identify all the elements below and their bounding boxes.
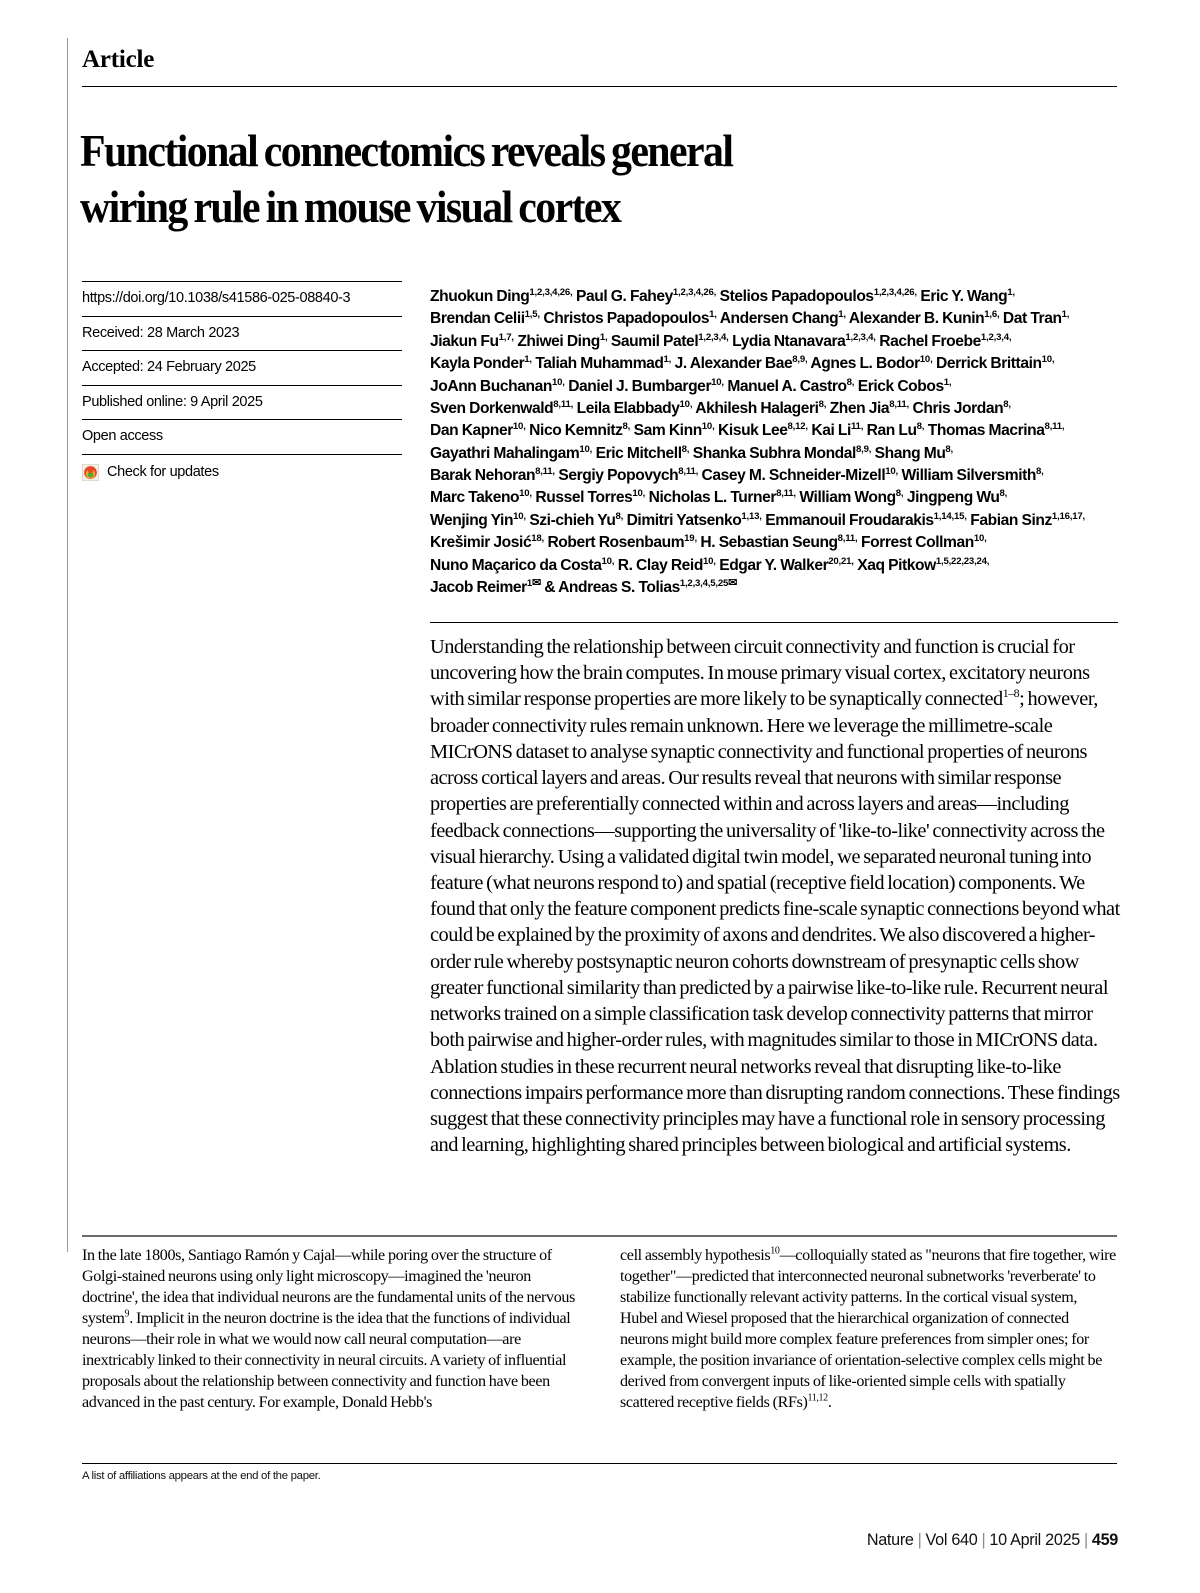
footer-page-number: 459 xyxy=(1091,1531,1118,1549)
body-columns xyxy=(82,1245,1117,1413)
author-line: Jacob Reimer$^{1✉}$ & Andreas S. Tolias$^{1,2,3,4,5,25✉}$ xyxy=(430,576,737,596)
body-column-left xyxy=(82,1245,578,1413)
body-divider xyxy=(82,1235,1117,1237)
author-line: Kayla Ponder$^{1,}$ Taliah Muhammad$^{1,}$ J. Alexander Bae$^{8,9,}$ Agnes L. Bodor$^{10,}$ Derrick Brittain$^{10,}$ xyxy=(430,353,1055,373)
body-column-right xyxy=(620,1245,1116,1413)
author-line: Sven Dorkenwald$^{8,11,}$ Leila Elabbady$^{10,}$ Akhilesh Halageri$^{8,}$ Zhen Jia$^{8,11,}$ Chris Jordan$^{8,}$ xyxy=(430,398,1011,417)
author-line: Zhuokun Ding$^{1,2,3,4,26,}$ Paul G. Fahey$^{1,2,3,4,26,}$ Stelios Papadopoulos$^{1,2,3,4,26,}$ Eric Y. Wang$^{1,}$ xyxy=(430,286,1015,305)
author-line: Dan Kapner$^{10,}$ Nico Kemnitz$^{8,}$ Sam Kinn$^{10,}$ Kisuk Lee$^{8,12,}$ Kai $Li^{11,}$ Ran $Lu^{8,}$ Thomas Macrina$^{8,11,}$ xyxy=(430,421,1065,440)
affiliations-footnote: A list of affiliations appears at the end of the paper. xyxy=(82,1470,321,1482)
footer-sep-2: | xyxy=(981,1531,986,1549)
title-line-2: wiring rule in mouse visual cortex xyxy=(80,181,621,232)
author-line: Krešimir Josić$^{18,}$ Robert Rosenbaum$^{19,}$ H. Sebastian Seung$^{8,11,}$ Forrest Collman$^{10,}$ xyxy=(430,532,987,552)
open-access-label: Open access xyxy=(82,419,402,454)
author-line: Nuno Maçarico da Costa$^{10,}$ R. Clay Reid$^{10,}$ Edgar Y. Walker$^{20,21,}$ Xaq Pitkow$^{1,5,22,23,24,}$ xyxy=(430,555,990,574)
left-margin-rule xyxy=(67,38,68,1252)
footer-volume: Vol 640 xyxy=(925,1531,978,1549)
kicker-divider xyxy=(82,86,1117,87)
crossmark-icon xyxy=(82,464,99,481)
author-line: JoAnn Buchanan$^{10,}$ Daniel J. Bumbarger$^{10,}$ Manuel A. Castro$^{8,}$ Erick Cobos$^{1,}$ xyxy=(430,376,952,395)
footer-sep-1: | xyxy=(917,1531,922,1549)
abstract-divider xyxy=(430,622,1118,623)
page-footer xyxy=(867,1531,1118,1550)
footer-sep-3: | xyxy=(1083,1531,1088,1549)
accepted-date: Accepted: 24 February 2025 xyxy=(82,350,402,385)
published-date: Published online: 9 April 2025 xyxy=(82,385,402,420)
author-line: Wenjing Yin$^{10,}$ Szi-chieh $Yu^{8,}$ Dimitri Yatsenko$^{1,13,}$ Emmanouil Froudarakis$^{1,14,15,}$ Fabian Sinz$^{1,16,17,}$ xyxy=(430,510,1085,529)
author-line: Brendan Celii$^{1,5,}$ Christos Papadopoulos$^{1,}$ Andersen Chang$^{1,}$ Alexander B. Kunin$^{1,6,}$ Dat Tran$^{1,}$ xyxy=(430,309,1070,328)
check-for-updates-button[interactable] xyxy=(82,454,402,491)
author-line: Barak Nehoran$^{8,11,}$ Sergiy Popovych$^{8,11,}$ Casey M. Schneider-Mizell$^{10,}$ William Silversmith$^{8,}$ xyxy=(430,465,1044,484)
author-line: Gayathri Mahalingam$^{10,}$ Eric Mitchell$^{8,}$ Shanka Subhra Mondal$^{8,9,}$ Shang $Mu^{8,}$ xyxy=(430,443,954,462)
article-type-kicker: Article xyxy=(82,46,155,73)
article-metadata xyxy=(82,281,402,490)
abstract-text: Understanding the relationship between circuit connectivity and function is crucial for uncovering how the brain computes. In mouse primary visual cortex, excitatory neurons with similar response properties are more likely to be synaptically connected$^{1-8}$; however, broader connectivity rules remain unknown. Here we leverage the millimetre-scale MICrONS dataset to analyse synaptic connectivity and functional properties of neurons across cortical layers and areas. Our results reveal that neurons with similar response properties are preferentially connected within and across layers and areas—including feedback connections—supporting the universality of 'like-to-like' connectivity across the visual hierarchy. Using a validated digital twin model, we separated neuronal tuning into feature (what neurons respond to) and spatial (receptive field location) components. We found that only the feature component predicts fine-scale synaptic connections beyond what could be explained by the proximity of axons and dendrites. We also discovered a higher-order rule whereby postsynaptic neuron cohorts downstream of presynaptic cells show greater functional similarity than predicted by a pairwise like-to-like rule. Recurrent neural networks trained on a simple classification task develop connectivity patterns that mirror both pairwise and higher-order rules, with magnitudes similar to those in MICrONS data. Ablation studies in these recurrent neural networks reveal that disrupting like-to-like connections impairs performance more than disrupting random connections. These findings suggest that these connectivity principles may have a functional role in sensory processing and learning, highlighting shared principles between biological and artificial systems. xyxy=(430,636,1120,1157)
title-line-1: Functional connectomics reveals general xyxy=(80,126,733,177)
author-list xyxy=(430,286,1120,599)
page-title xyxy=(80,124,1019,236)
author-line: Jiakun $Fu^{1,7,}$ Zhiwei Ding$^{1,}$ Saumil Patel$^{1,2,3,4,}$ Lydia Ntanavara$^{1,2,3,4,}$ Rachel Froebe$^{1,2,3,4,}$ xyxy=(430,331,1012,350)
doi-link[interactable]: https://doi.org/10.1038/s41586-025-08840-3 xyxy=(82,281,402,316)
body-paragraph-left: In the late 1800s, Santiago Ramón y Cajal—while poring over the structure of Golgi-stained neurons using only light microscopy—imagined the 'neuron doctrine', the idea that individual neurons are the fundamental units of the nervous system$^9$. Implicit in the neuron doctrine is the idea that the functions of individual neurons—their role in what we would now call neural computation—are inextricably linked to their connectivity in neural circuits. A variety of influential proposals about the relationship between connectivity and function have been advanced in the past century. For example, Donald Hebb's xyxy=(82,1247,575,1411)
check-for-updates-label: Check for updates xyxy=(107,463,219,480)
body-paragraph-right: cell assembly hypothesis$^{10}$—colloquially stated as "neurons that fire together, wire together"—predicted that interconnected neuronal subnetworks 'reverberate' to stabilize functionally relevant activity patterns. In the cortical visual system, Hubel and Wiesel proposed that the hierarchical organization of connected neurons might build more complex feature preferences from simpler ones; for example, the position invariance of orientation-selective complex cells might be derived from convergent inputs of like-oriented simple cells with spatially scattered receptive fields (RFs)$^{11,12}$. xyxy=(620,1245,1116,1411)
received-date: Received: 28 March 2023 xyxy=(82,316,402,351)
author-line: Marc Takeno$^{10,}$ Russel Torres$^{10,}$ Nicholas L. Turner$^{8,11,}$ William Wong$^{8,}$ Jingpeng $Wu^{8,}$ xyxy=(430,488,1008,507)
footer-date: 10 April 2025 xyxy=(989,1531,1080,1549)
footnote-divider xyxy=(82,1463,1117,1464)
footer-journal: Nature xyxy=(866,1531,914,1549)
